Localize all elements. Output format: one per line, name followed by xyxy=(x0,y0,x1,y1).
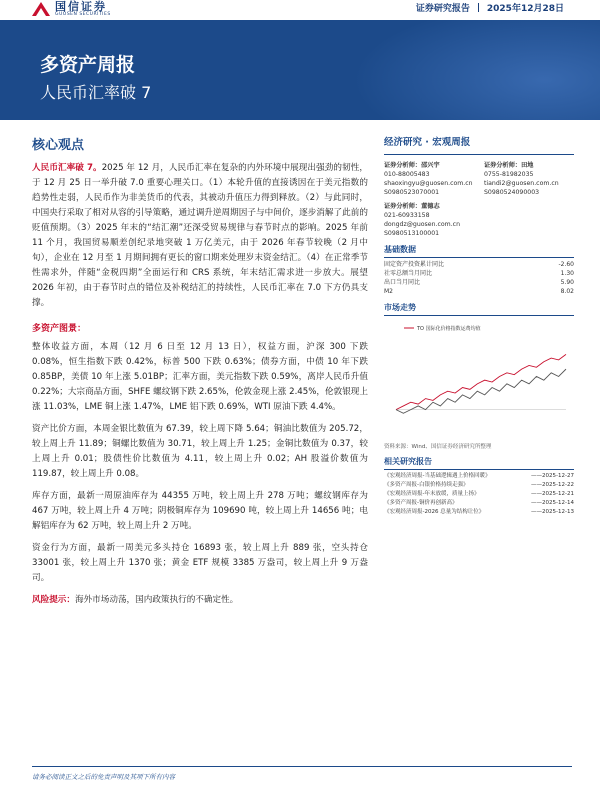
related-report-title: 《宏观经济周报-2026 总量为结构让位》 xyxy=(384,509,485,515)
core-paragraph xyxy=(32,161,368,311)
row-label: 社零总额当月同比 xyxy=(384,270,433,277)
report-type: 证券研究报告 xyxy=(415,3,470,14)
analyst-card xyxy=(384,202,574,238)
analyst-email[interactable]: dongdz@guosen.com.cn xyxy=(384,221,460,228)
related-report-date: ——2025-12-21 xyxy=(531,491,574,497)
basic-data-title: 基础数据 xyxy=(384,244,574,258)
related-report[interactable] xyxy=(384,499,574,508)
returns-paragraph: 整体收益方面，本周（12 月 6 日至 12 月 13 日），权益方面，沪深 300 下跌 0.08%，恒生指数下跌 0.42%，标普 500 下跌 0.63%；债券方面，中债 10 年下跌 0.85BP，美债 10 年上涨 5.01BP；汇率方面，美元指数下跌 0.59%，离岸人民币升值 0.22%；大宗商品方面，SHFE 螺纹钢下跌 2.65%，伦敦金现上涨 2.45%，伦敦银现上涨 11.03%，LME 铜上涨 1.47%，LME 铝下跌 0.69%，WTI 原油下跌 4.4%。 xyxy=(32,342,368,412)
related-report[interactable] xyxy=(384,472,574,481)
analyst-cert: S0980513100001 xyxy=(384,230,440,237)
row-value: 8.02 xyxy=(560,288,574,295)
basic-data-table xyxy=(384,260,574,296)
guosen-logo-icon xyxy=(32,2,50,16)
core-body: 2025 年 12 月，人民币汇率在复杂的内外环境中展现出强劲的韧性，于 12 月 25 日一举升破 7.0 重要心理关口。（1）本轮升值的直接诱因在于美元指数的趋势性走弱，人民币作为非美货币的代表，其被动升值压力得到释放。（2）与此同时，中国央行采取了相对从容的引导策略，通过调升逆周期因子与中间价，逐步消解了此前的贬值预期。（3）2025 年末的“结汇潮”还深受贸易规律与春节时点的影响。2025 年前 11 个月，我国贸易顺差创纪录地突破 1 万亿美元，由于 2026 年春节较晚（2 月中旬），企业在 12 月至 1 月期间拥有更长的窗口期来处理岁末资金结汇。（4）在正常季节性需求外，伴随“金税四期”全面运行和 CRS 系统，年末结汇需求进一步放大。展望 2026 年初，由于春节时点的错位及补税结汇的持续性，人民币汇率在 7.0 下方仍具支撑。 xyxy=(32,163,368,308)
ratios-paragraph: 资产比价方面，本周金银比数值为 67.39，较上周下降 5.64；铜油比数值为 205.72，较上周上升 11.89；铜螺比数值为 30.71，较上周上升 1.25；金铜比数值为 0.37，较上周上升 0.01；股债性价比数值为 4.11，较上周上升 0.02；AH 股溢价数值为 119.87，较上周上升 0.08。 xyxy=(32,424,368,479)
series-line-1 xyxy=(396,354,566,409)
row-value: 1.30 xyxy=(560,270,574,277)
row-label: M2 xyxy=(384,288,393,295)
risk-lead: 风险提示： xyxy=(32,595,75,605)
section-label: 经济研究 · 宏观周报 xyxy=(384,137,471,148)
analyst-phone: 0755-81982035 xyxy=(484,171,534,178)
row-label: 出口当月同比 xyxy=(384,279,421,286)
top-bar xyxy=(0,0,600,20)
analyst-phone: 010-88005483 xyxy=(384,171,430,178)
analyst-email[interactable]: tiandi2@guosen.com.cn xyxy=(484,180,559,187)
related-report[interactable] xyxy=(384,490,574,499)
analyst-phone: 021-60933158 xyxy=(384,212,430,219)
report-date: 2025年12月28日 xyxy=(486,3,564,14)
analyst-email[interactable]: shaoxingyu@guosen.com.cn xyxy=(384,180,473,187)
footer-rule xyxy=(32,766,572,767)
analyst-row-1 xyxy=(384,161,574,197)
row-label: 固定资产投资累计同比 xyxy=(384,261,445,268)
related-report-date: ——2025-12-27 xyxy=(531,473,574,479)
related-report[interactable] xyxy=(384,481,574,490)
table-row xyxy=(384,278,574,287)
related-report-date: ——2025-12-14 xyxy=(531,500,574,506)
related-report-title: 《宏观经济周报-当基础逻辑遇上价格回暖》 xyxy=(384,473,491,479)
core-lead: 人民币汇率破 7。 xyxy=(32,163,102,173)
multi-asset-heading: 多资产图景： xyxy=(32,324,87,334)
header-meta xyxy=(416,0,564,14)
risk-body: 海外市场动荡，国内政策执行的不确定性。 xyxy=(74,595,239,605)
related-report-title: 《宏观经济周报-年末放缓，质量上扬》 xyxy=(384,491,480,497)
related-report[interactable] xyxy=(384,508,574,517)
inventory-paragraph: 库存方面，最新一周原油库存为 44355 万吨，较上周上升 278 万吨；螺纹钢库存为 467 万吨，较上周上升 4 万吨；阴极铜库存为 109690 吨，较上周上升 14656 吨；电解铝库存为 62 万吨，较上周上升 2 万吨。 xyxy=(32,491,368,531)
footer-disclaimer: 请务必阅读正文之后的免责声明及其项下所有内容 xyxy=(32,773,175,781)
related-report-date: ——2025-12-13 xyxy=(531,509,574,515)
title-banner xyxy=(0,20,600,120)
related-report-title: 《多资产周报-铜价再创新高》 xyxy=(384,500,458,506)
guosen-logo xyxy=(32,0,111,18)
table-row xyxy=(384,287,574,296)
banner-decoration xyxy=(320,20,600,120)
series-line-2 xyxy=(396,369,566,413)
table-row xyxy=(384,269,574,278)
related-report-date: ——2025-12-22 xyxy=(531,482,574,488)
logo-en-text: GUOSEN SECURITIES xyxy=(55,11,111,17)
analyst-name: 证券分析师：董德志 xyxy=(384,203,440,210)
row-value: 5.90 xyxy=(560,279,574,286)
core-views-title: 核心观点 xyxy=(32,138,85,153)
side-column xyxy=(384,134,574,517)
analyst-name: 证券分析师：邵兴宇 xyxy=(384,162,440,169)
row-value: -2.60 xyxy=(558,261,574,268)
market-chart-svg xyxy=(384,320,574,440)
chart-source: 资料来源：Wind、国信证券经济研究所整理 xyxy=(384,444,492,450)
logo-cn-text: 国信证券 xyxy=(55,0,107,13)
page-subtitle: 人民币汇率破 7 xyxy=(40,83,152,102)
related-title: 相关研究报告 xyxy=(384,456,574,470)
market-trend-title: 市场走势 xyxy=(384,302,574,316)
market-trend-chart xyxy=(384,320,574,440)
analyst-cert: S0980523070001 xyxy=(384,189,440,196)
analyst-card xyxy=(484,161,574,197)
header-separator xyxy=(478,3,479,12)
main-column xyxy=(32,134,368,605)
risk-note xyxy=(32,593,368,605)
analyst-card xyxy=(384,161,474,197)
analyst-cert: S0980524090003 xyxy=(484,189,540,196)
table-row xyxy=(384,260,574,269)
positions-paragraph: 资金行为方面，最新一周美元多头持仓 16893 张，较上周上升 889 张，空头持仓 33001 张，较上周上升 1370 张；黄金 ETF 规模 3385 万盎司，较上周上升 9 万盎司。 xyxy=(32,543,368,583)
legend-label-1: TO 国际化价格指数运费均值 xyxy=(417,326,481,332)
section-rule xyxy=(384,154,574,155)
related-report-title: 《多资产周报-白银价格持续走强》 xyxy=(384,482,469,488)
page-title: 多资产周报 xyxy=(40,54,136,76)
analyst-name: 证券分析师：田地 xyxy=(484,162,534,169)
